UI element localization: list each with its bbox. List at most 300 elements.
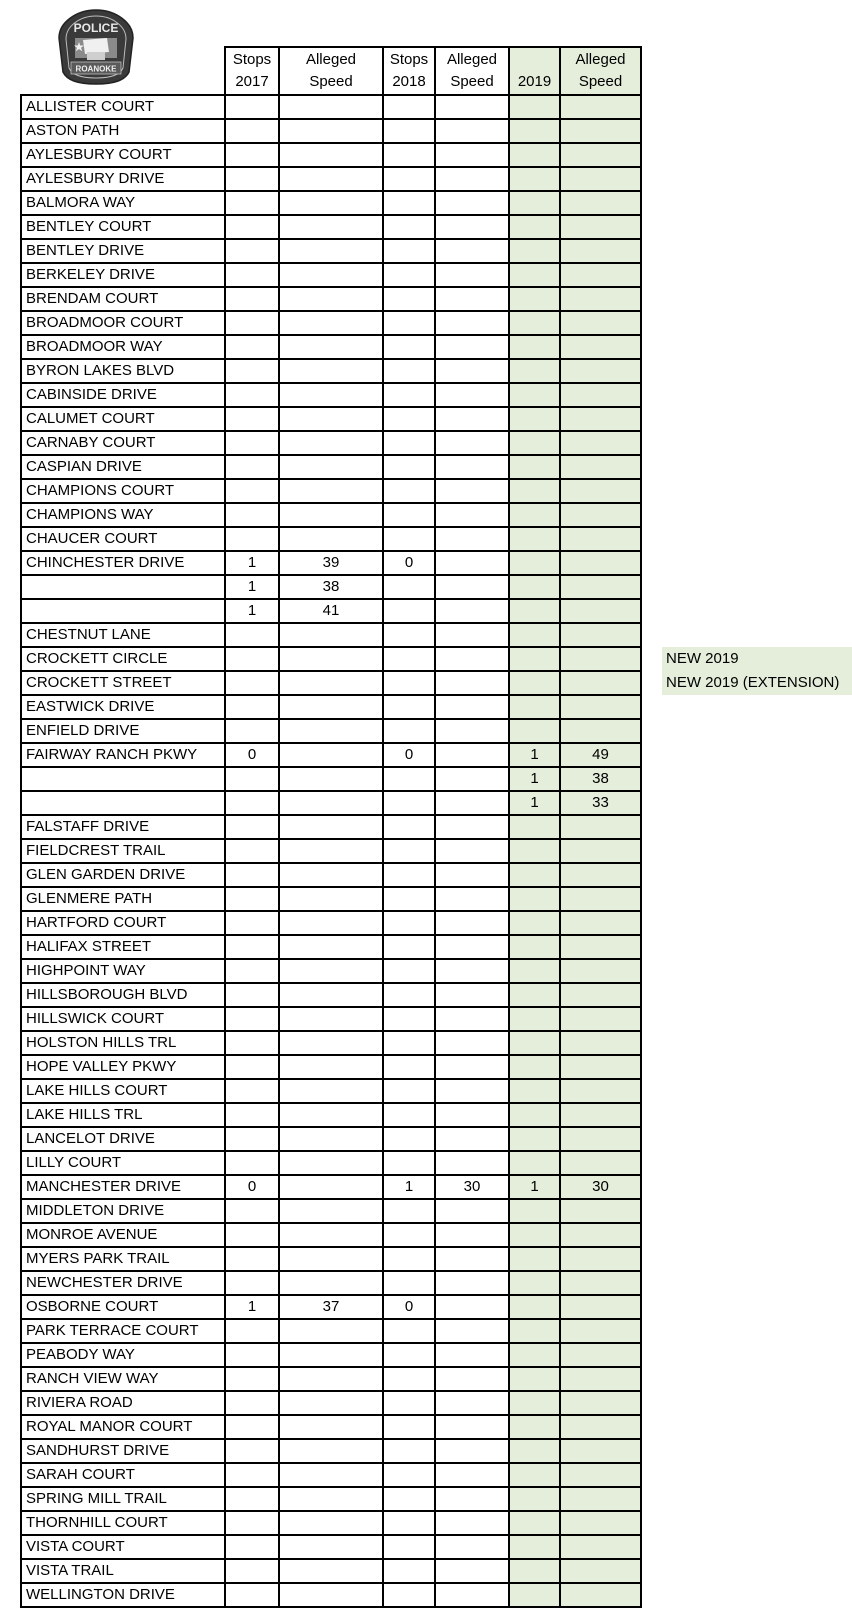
table-row (21, 839, 641, 863)
speed-2017-cell: 38 (279, 575, 383, 599)
stops-2019-cell (509, 1247, 560, 1271)
stops-2018-cell (383, 335, 435, 359)
stops-2018-cell (383, 1223, 435, 1247)
speed-2017-cell (279, 1175, 383, 1199)
speed-2019-cell (560, 1487, 641, 1511)
stops-2018-cell (383, 1079, 435, 1103)
speed-2019-cell (560, 935, 641, 959)
stops-2017-cell (225, 1199, 279, 1223)
street-name-cell: BRENDAM COURT (21, 287, 225, 311)
speed-2019-cell (560, 503, 641, 527)
table-row (21, 791, 641, 815)
stops-2017-cell (225, 95, 279, 119)
street-name-cell: HOLSTON HILLS TRL (21, 1031, 225, 1055)
speed-2018-cell (435, 743, 509, 767)
stops-2017-cell (225, 119, 279, 143)
speed-2018-cell (435, 1199, 509, 1223)
speed-2018-cell (435, 503, 509, 527)
street-name-cell: CABINSIDE DRIVE (21, 383, 225, 407)
speed-2018-cell (435, 647, 509, 671)
table-row (21, 599, 641, 623)
stops-2019-cell: 1 (509, 1175, 560, 1199)
speed-2019-cell (560, 311, 641, 335)
speed-2018-cell (435, 383, 509, 407)
stops-2019-cell (509, 839, 560, 863)
stops-2018-cell (383, 191, 435, 215)
stops-2019-cell (509, 239, 560, 263)
speed-2018-cell (435, 335, 509, 359)
stops-2017-cell (225, 1079, 279, 1103)
street-name-cell: LILLY COURT (21, 1151, 225, 1175)
speed-2018-cell (435, 815, 509, 839)
stops-2018-cell (383, 863, 435, 887)
speed-2018-cell (435, 1271, 509, 1295)
stops-2017-cell (225, 1151, 279, 1175)
stops-2018-cell (383, 455, 435, 479)
speed-2018-cell (435, 1343, 509, 1367)
stops-2017-cell (225, 455, 279, 479)
table-row (21, 983, 641, 1007)
stops-2018-cell (383, 1055, 435, 1079)
stops-2018-cell (383, 263, 435, 287)
speed-2017-cell (279, 1487, 383, 1511)
speed-2018-cell (435, 935, 509, 959)
stops-2017-cell (225, 1487, 279, 1511)
speed-2019-cell (560, 551, 641, 575)
table-row (21, 359, 641, 383)
stops-2019-cell (509, 647, 560, 671)
table-row (21, 1223, 641, 1247)
stops-2019-cell (509, 335, 560, 359)
stops-2018-cell (383, 503, 435, 527)
stops-2017-cell (225, 215, 279, 239)
stops-2019-cell (509, 623, 560, 647)
speed-2019-cell (560, 263, 641, 287)
street-name-cell: CHINCHESTER DRIVE (21, 551, 225, 575)
stops-2017-cell (225, 839, 279, 863)
stops-2019-cell (509, 671, 560, 695)
stops-2019-cell (509, 1079, 560, 1103)
stops-2017-cell (225, 671, 279, 695)
speed-2018-cell (435, 1127, 509, 1151)
street-name-cell: CROCKETT CIRCLE (21, 647, 225, 671)
table-row (21, 1415, 641, 1439)
speed-2019-cell (560, 1031, 641, 1055)
stops-2017-cell (225, 1055, 279, 1079)
header-stops-2017: Stops 2017 (225, 47, 279, 95)
speed-2019-cell: 38 (560, 767, 641, 791)
speed-2019-cell: 30 (560, 1175, 641, 1199)
table-row (21, 671, 641, 695)
speed-2017-cell (279, 455, 383, 479)
speed-2018-cell (435, 983, 509, 1007)
speed-2018-cell (435, 167, 509, 191)
speed-2017-cell (279, 1247, 383, 1271)
speed-2017-cell (279, 1271, 383, 1295)
stops-2019-cell (509, 287, 560, 311)
stops-2018-cell (383, 1247, 435, 1271)
stops-2019-cell (509, 407, 560, 431)
street-name-cell (21, 791, 225, 815)
speed-2017-cell (279, 1583, 383, 1607)
stops-2017-cell (225, 407, 279, 431)
speed-2017-cell (279, 311, 383, 335)
stops-2019-cell (509, 119, 560, 143)
stops-2019-cell (509, 167, 560, 191)
stops-2019-cell (509, 815, 560, 839)
table-row (21, 95, 641, 119)
stops-2018-cell (383, 623, 435, 647)
stops-2017-cell (225, 911, 279, 935)
speed-2018-cell (435, 1103, 509, 1127)
stops-2019-cell (509, 887, 560, 911)
speed-2017-cell: 39 (279, 551, 383, 575)
street-name-cell: HIGHPOINT WAY (21, 959, 225, 983)
new-street-note: NEW 2019 (662, 647, 852, 671)
table-row (21, 1295, 641, 1319)
street-name-cell: ALLISTER COURT (21, 95, 225, 119)
stops-2017-cell (225, 887, 279, 911)
speed-2019-cell (560, 287, 641, 311)
speed-2017-cell (279, 911, 383, 935)
speed-2018-cell (435, 191, 509, 215)
speed-2017-cell (279, 815, 383, 839)
speed-2019-cell (560, 1127, 641, 1151)
stops-2017-cell (225, 1343, 279, 1367)
speed-2017-cell (279, 239, 383, 263)
table-row (21, 1247, 641, 1271)
speed-2019-cell (560, 479, 641, 503)
street-name-cell: THORNHILL COURT (21, 1511, 225, 1535)
speed-2017-cell (279, 1031, 383, 1055)
stops-2019-cell: 1 (509, 743, 560, 767)
street-name-cell: BENTLEY COURT (21, 215, 225, 239)
speed-2017-cell (279, 335, 383, 359)
stops-2019-cell (509, 575, 560, 599)
table-row (21, 887, 641, 911)
stops-2019-cell (509, 1463, 560, 1487)
speed-2019-cell (560, 527, 641, 551)
stops-2017-cell (225, 239, 279, 263)
speed-2018-cell (435, 95, 509, 119)
speed-2018-cell (435, 1487, 509, 1511)
stops-2019-cell (509, 1103, 560, 1127)
stops-2017-cell (225, 1439, 279, 1463)
table-row (21, 815, 641, 839)
table-row (21, 1391, 641, 1415)
table-row (21, 1199, 641, 1223)
table-row (21, 551, 641, 575)
table-row (21, 119, 641, 143)
stops-2019-cell (509, 1535, 560, 1559)
speed-2017-cell (279, 1055, 383, 1079)
speed-2018-cell (435, 431, 509, 455)
stops-2017-cell (225, 1463, 279, 1487)
header-blank-cell (21, 47, 225, 95)
stops-2018-cell (383, 575, 435, 599)
table-row (21, 1583, 641, 1607)
speed-2017-cell (279, 695, 383, 719)
speed-2018-cell (435, 311, 509, 335)
stops-2019-cell (509, 455, 560, 479)
speed-2019-cell (560, 1007, 641, 1031)
speed-2017-cell (279, 119, 383, 143)
street-name-cell: CHAMPIONS COURT (21, 479, 225, 503)
speed-2019-cell (560, 1055, 641, 1079)
stops-2019-cell (509, 863, 560, 887)
table-row (21, 1559, 641, 1583)
stops-2019-cell (509, 935, 560, 959)
stops-2018-cell (383, 671, 435, 695)
speed-2019-cell (560, 1415, 641, 1439)
speed-2019-cell (560, 383, 641, 407)
speed-2018-cell (435, 1295, 509, 1319)
speed-2017-cell (279, 1559, 383, 1583)
speed-2019-cell (560, 647, 641, 671)
speed-2017-cell (279, 791, 383, 815)
street-name-cell: RANCH VIEW WAY (21, 1367, 225, 1391)
street-name-cell: VISTA COURT (21, 1535, 225, 1559)
speed-2019-cell (560, 863, 641, 887)
speed-2017-cell (279, 959, 383, 983)
stops-2017-cell (225, 1367, 279, 1391)
speed-2017-cell (279, 647, 383, 671)
speed-2018-cell (435, 1583, 509, 1607)
table-row (21, 1151, 641, 1175)
speed-2018-cell (435, 359, 509, 383)
speed-2017-cell (279, 719, 383, 743)
speed-2017-cell (279, 1103, 383, 1127)
street-name-cell: AYLESBURY COURT (21, 143, 225, 167)
header-stops-2018: Stops 2018 (383, 47, 435, 95)
table-row (21, 623, 641, 647)
stops-2019-cell (509, 1559, 560, 1583)
speed-2017-cell (279, 1511, 383, 1535)
table-row (21, 1463, 641, 1487)
table-row (21, 479, 641, 503)
speed-2018-cell (435, 551, 509, 575)
speed-2019-cell (560, 1103, 641, 1127)
speed-2018-cell (435, 791, 509, 815)
stops-2017-cell (225, 479, 279, 503)
stops-2018-cell (383, 1007, 435, 1031)
table-row (21, 1343, 641, 1367)
speed-2019-cell (560, 1583, 641, 1607)
speed-2018-cell (435, 1319, 509, 1343)
stops-2019-cell (509, 1391, 560, 1415)
speed-2019-cell (560, 1247, 641, 1271)
stops-2017-cell (225, 1103, 279, 1127)
street-name-cell: CHAUCER COURT (21, 527, 225, 551)
header-speed-2019: Alleged Speed (560, 47, 641, 95)
street-name-cell: ROYAL MANOR COURT (21, 1415, 225, 1439)
speed-2019-cell (560, 1271, 641, 1295)
speed-2019-cell (560, 623, 641, 647)
stops-2019-cell (509, 95, 560, 119)
stops-2018-cell (383, 911, 435, 935)
stops-2017-cell (225, 647, 279, 671)
stops-2018-cell (383, 479, 435, 503)
speed-2019-cell (560, 407, 641, 431)
stops-2019-cell (509, 1007, 560, 1031)
table-row (21, 911, 641, 935)
stops-2017-cell (225, 1223, 279, 1247)
stops-2018-cell: 1 (383, 1175, 435, 1199)
stops-2017-cell: 1 (225, 575, 279, 599)
speed-2019-cell: 33 (560, 791, 641, 815)
table-row (21, 1439, 641, 1463)
speed-2019-cell (560, 359, 641, 383)
table-row (21, 1031, 641, 1055)
stops-2017-cell (225, 1247, 279, 1271)
street-name-cell: HARTFORD COURT (21, 911, 225, 935)
stops-2018-cell (383, 311, 435, 335)
speed-2017-cell (279, 1343, 383, 1367)
stops-2018-cell (383, 1103, 435, 1127)
stops-2019-cell (509, 719, 560, 743)
street-name-cell: BENTLEY DRIVE (21, 239, 225, 263)
stops-2017-cell (225, 503, 279, 527)
stops-2018-cell (383, 1271, 435, 1295)
speed-2019-cell (560, 815, 641, 839)
stops-2018-cell (383, 1319, 435, 1343)
speed-2019-cell (560, 1559, 641, 1583)
stops-2019-cell (509, 191, 560, 215)
stops-2017-cell (225, 1535, 279, 1559)
stops-2019-cell: 1 (509, 767, 560, 791)
stops-2019-cell (509, 431, 560, 455)
street-name-cell: RIVIERA ROAD (21, 1391, 225, 1415)
stops-2017-cell (225, 935, 279, 959)
speed-2019-cell (560, 911, 641, 935)
speed-2018-cell (435, 1247, 509, 1271)
stops-2018-cell (383, 215, 435, 239)
speed-2018-cell: 30 (435, 1175, 509, 1199)
table-row (21, 503, 641, 527)
speed-2017-cell (279, 95, 383, 119)
street-name-cell: FIELDCREST TRAIL (21, 839, 225, 863)
stops-2017-cell (225, 527, 279, 551)
stops-2018-cell (383, 1511, 435, 1535)
speed-2017-cell (279, 1223, 383, 1247)
stops-2017-cell (225, 791, 279, 815)
street-name-cell: CALUMET COURT (21, 407, 225, 431)
street-name-cell: NEWCHESTER DRIVE (21, 1271, 225, 1295)
stops-2018-cell (383, 599, 435, 623)
speed-2018-cell (435, 287, 509, 311)
speed-2017-cell (279, 479, 383, 503)
table-row (21, 767, 641, 791)
table-row (21, 1007, 641, 1031)
street-name-cell: CASPIAN DRIVE (21, 455, 225, 479)
stops-2017-cell (225, 431, 279, 455)
speed-2019-cell (560, 1079, 641, 1103)
speed-2019-cell (560, 1295, 641, 1319)
stops-2018-cell (383, 695, 435, 719)
speed-2017-cell (279, 167, 383, 191)
speed-2019-cell (560, 119, 641, 143)
speed-2017-cell (279, 623, 383, 647)
table-row (21, 167, 641, 191)
street-name-cell: MIDDLETON DRIVE (21, 1199, 225, 1223)
stops-2018-cell (383, 359, 435, 383)
speed-2017-cell (279, 1463, 383, 1487)
speed-2017-cell (279, 1079, 383, 1103)
speed-2019-cell (560, 143, 641, 167)
stops-2018-cell (383, 1031, 435, 1055)
street-name-cell: LANCELOT DRIVE (21, 1127, 225, 1151)
speed-2019-cell (560, 983, 641, 1007)
table-row (21, 287, 641, 311)
speed-2019-cell (560, 1151, 641, 1175)
stops-2017-cell (225, 191, 279, 215)
new-street-note: NEW 2019 (EXTENSION) (662, 671, 852, 695)
street-name-cell: CARNABY COURT (21, 431, 225, 455)
speed-2019-cell (560, 95, 641, 119)
street-name-cell: BROADMOOR WAY (21, 335, 225, 359)
stops-2017-cell (225, 1271, 279, 1295)
stops-2017-cell (225, 1031, 279, 1055)
speed-2018-cell (435, 1079, 509, 1103)
stops-2017-cell (225, 1127, 279, 1151)
stops-2017-cell (225, 1511, 279, 1535)
stops-2018-cell (383, 1535, 435, 1559)
table-row (21, 527, 641, 551)
stops-2018-cell (383, 815, 435, 839)
speed-2019-cell (560, 671, 641, 695)
stops-2019-cell (509, 1127, 560, 1151)
stops-2018-cell (383, 1343, 435, 1367)
stops-2019-cell (509, 1415, 560, 1439)
street-name-cell: CHAMPIONS WAY (21, 503, 225, 527)
stops-2018-cell (383, 983, 435, 1007)
stops-2018-cell (383, 935, 435, 959)
speed-2017-cell: 41 (279, 599, 383, 623)
speed-2019-cell (560, 1439, 641, 1463)
stops-2019-cell (509, 1511, 560, 1535)
street-name-cell: WELLINGTON DRIVE (21, 1583, 225, 1607)
stops-2019-cell (509, 1439, 560, 1463)
speed-2018-cell (435, 1415, 509, 1439)
speed-2017-cell (279, 215, 383, 239)
logo-bottom-text: ROANOKE (75, 64, 117, 74)
stops-2018-cell: 0 (383, 743, 435, 767)
stops-2017-cell (225, 383, 279, 407)
table-row (21, 1055, 641, 1079)
stops-2017-cell (225, 1007, 279, 1031)
speed-2018-cell (435, 1031, 509, 1055)
table-row (21, 383, 641, 407)
street-name-cell: VISTA TRAIL (21, 1559, 225, 1583)
street-name-cell: PARK TERRACE COURT (21, 1319, 225, 1343)
speed-2017-cell (279, 527, 383, 551)
stops-2018-cell (383, 1583, 435, 1607)
stops-2019-cell (509, 215, 560, 239)
street-name-cell: OSBORNE COURT (21, 1295, 225, 1319)
speed-2018-cell (435, 1511, 509, 1535)
stops-2018-cell (383, 1415, 435, 1439)
street-name-cell: AYLESBURY DRIVE (21, 167, 225, 191)
table-row (21, 1127, 641, 1151)
speed-2017-cell (279, 1007, 383, 1031)
street-name-cell: EASTWICK DRIVE (21, 695, 225, 719)
table-row (21, 1319, 641, 1343)
table-row (21, 191, 641, 215)
stops-2017-cell (225, 1583, 279, 1607)
speed-2017-cell (279, 863, 383, 887)
stops-2018-cell (383, 1439, 435, 1463)
stops-2019-cell (509, 479, 560, 503)
